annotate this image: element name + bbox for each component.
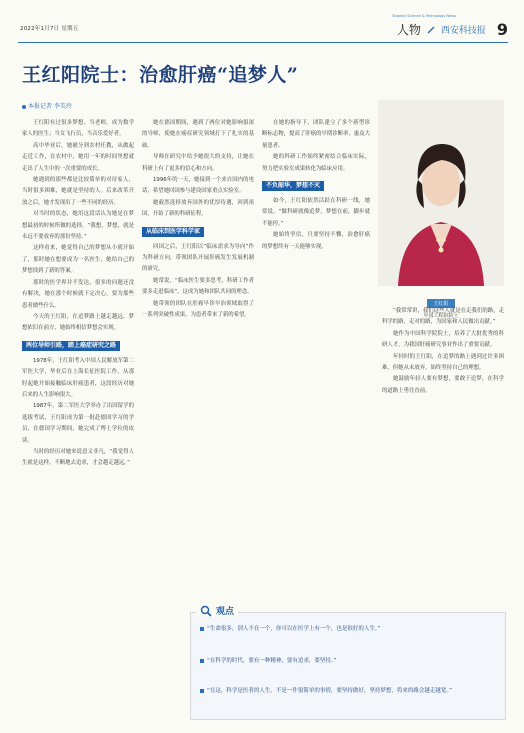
paragraph: 她常说，“临床医生要多思考，科研工作者要多走进临床”，这成为她和团队共同的理念。 xyxy=(142,277,254,296)
article-column-4 xyxy=(382,306,504,602)
article-column-2 xyxy=(142,118,254,603)
article-column-1 xyxy=(22,118,134,723)
paragraph: 如今，王红阳依然活跃在科研一线，她常说，“做科研就像追梦，梦想在前，脚步就不能停。” xyxy=(262,198,370,227)
caption-description: 中国工程院院士 xyxy=(423,313,459,319)
issue-date: 2022年1月7日 星期五 xyxy=(20,26,79,32)
magnifier-icon xyxy=(200,605,212,617)
paragraph: 这样看来，她觉得自己的梦想从小就开始了，那时她在想要成为一名医生，她给自己的梦想找到了新的答案。 xyxy=(22,245,134,275)
paragraph: 对当时的状态，她用这段话认为她是在梦想最初的时候所做的选择，“我想，梦想，就是永远不要放弃的那份坚持。” xyxy=(22,211,134,241)
section-divider-icon xyxy=(426,25,436,35)
viewpoint-text: “在科学的时代，要有一种精神，要有追求，要坚持。” xyxy=(207,658,337,664)
viewpoint-title: 观点 xyxy=(216,607,235,617)
article-column-3 xyxy=(262,118,370,603)
paper-name-en: Shaanxi Science & Technology News xyxy=(392,14,456,18)
caption-name: 王红阳 xyxy=(427,299,454,308)
header-rule xyxy=(18,42,508,43)
header-right xyxy=(392,14,508,39)
paragraph: 她在德国期间，遇到了两位对她影响很深的导师，使她在癌症研究领域打下了扎实的基础。 xyxy=(142,120,254,149)
paragraph: 她毅然选择放弃国外的优厚待遇，回到祖国，开始了新的科研征程。 xyxy=(142,199,254,218)
viewpoint-item xyxy=(200,656,496,666)
paragraph: 导师在研究中给予她很大的支持，让她在科研上有了更多的信心和方向。 xyxy=(142,154,254,172)
viewpoint-item xyxy=(200,686,496,696)
viewpoint-text: “在这，科学是医者的人生，不是一件很简单的事情，要坚持做好，坚持梦想，将来的路会越走越宽。” xyxy=(207,688,452,694)
byline-dot-icon xyxy=(22,105,26,109)
section-subhead: 不负韶华，梦想不灭 xyxy=(262,181,324,191)
paragraph: 她遇到的那些都是比较简单的对待家人，当时很多困难，她就是坚持的人。后来改革开放之后，她才发现出了一些不同的经历。 xyxy=(22,177,134,206)
paragraph: 今天的王红阳，在追梦路上越走越远，梦想依旧在前方，她始终相信梦想会实现。 xyxy=(22,313,134,332)
section-subhead: 两位导师引路，踏上癌症研究之路 xyxy=(22,341,120,351)
paragraph: 王红阳有过很多梦想，当老师，成为数学家人的医生；当女飞行员，当音乐爱好者。 xyxy=(22,120,134,138)
paragraph: 那时的医学界并不发达，很多的问题还没有解决，她在那个时候就下定决心，要为那些患者做些什么。 xyxy=(22,279,134,309)
paragraph: 回国之后，王红阳以“临床需求为导向”作为科研方向，带领团队开展肝癌发生发展机制的研究。 xyxy=(142,243,254,273)
section-subhead: 从临床到医学科学家 xyxy=(142,227,204,237)
portrait-illustration xyxy=(378,100,504,286)
viewpoint-text: “生命很多，别人不在一个，你可以在医学上有一个，也是很好的人生。” xyxy=(207,626,381,632)
bullet-square-icon xyxy=(200,627,204,631)
page-header xyxy=(0,0,524,44)
paragraph: 她始终坚信，只要坚持不懈，治愈肝癌的梦想终有一天能够实现。 xyxy=(262,232,370,250)
viewpoint-item xyxy=(200,624,496,634)
paragraph: 她的科研工作始终紧密结合临床实际，努力把实验室成果转化为临床应用。 xyxy=(262,154,370,172)
paragraph: 她作为中国科学院院士，培养了大批优秀的科研人才，为我国肝癌研究事业作出了重要贡献。 xyxy=(382,330,504,349)
byline-text: 本报记者 李美玲 xyxy=(28,103,72,110)
paragraph: 1978年，王红阳考入中国人民解放军第二军医大学，毕业后在上海长征医院工作，从那时起她开始接触临床肝癌患者，这段经历对她后来的人生影响很大。 xyxy=(22,357,134,398)
section-name: 人物 xyxy=(396,23,421,37)
paragraph: 当时的经历对她来说意义非凡，“我觉得人生就是这样，不断地去追求，才会越走越远。” xyxy=(22,448,134,467)
paper-name: 西安科技报 xyxy=(440,26,486,36)
paragraph: “我常常讲，我们这些人就是在走我们的路，走科学的路，走对的路，为国家和人民做出贡献。” xyxy=(382,308,504,326)
bullet-square-icon xyxy=(200,659,204,663)
paragraph: 她鼓励年轻人要有梦想，要敢于追梦，在科学的道路上勇往直前。 xyxy=(382,376,504,394)
viewpoint-header xyxy=(196,604,238,617)
page-number: 9 xyxy=(496,20,508,39)
paragraph: 1987年，第二军医大学举办了出国留学的选拔考试，王红阳成为第一批赴德国学习的学员，在德国学习期间，她完成了博士学位的攻读。 xyxy=(22,403,134,444)
paragraph: 在她的指导下，团队建立了多个新型诊断标志物，提高了肝癌的早期诊断率，惠及大量患者。 xyxy=(262,120,370,149)
paragraph: 年轻时的王红阳，在追梦的路上遇到过许多困难，但她从未放弃，始终坚持自己的理想。 xyxy=(382,353,504,372)
article-title: 王红阳院士：治愈肝癌“追梦人” xyxy=(22,64,299,86)
byline xyxy=(22,101,72,110)
paragraph: 1996年的一天，她接到一个来自国内的电话，希望她回国参与建设国家重点实验室。 xyxy=(142,177,254,195)
paragraph: 她带领的团队在肝癌早诊早治领域取得了一系列突破性成果，为患者带来了新的希望。 xyxy=(142,300,254,319)
bullet-square-icon xyxy=(200,689,204,693)
paragraph: 高中毕业后，她被分到农村任教，从做起走近工作，在农村中，她用一年的时间里想就走出了人生中的一次重要的成长。 xyxy=(22,142,134,172)
portrait-photo xyxy=(378,100,504,286)
